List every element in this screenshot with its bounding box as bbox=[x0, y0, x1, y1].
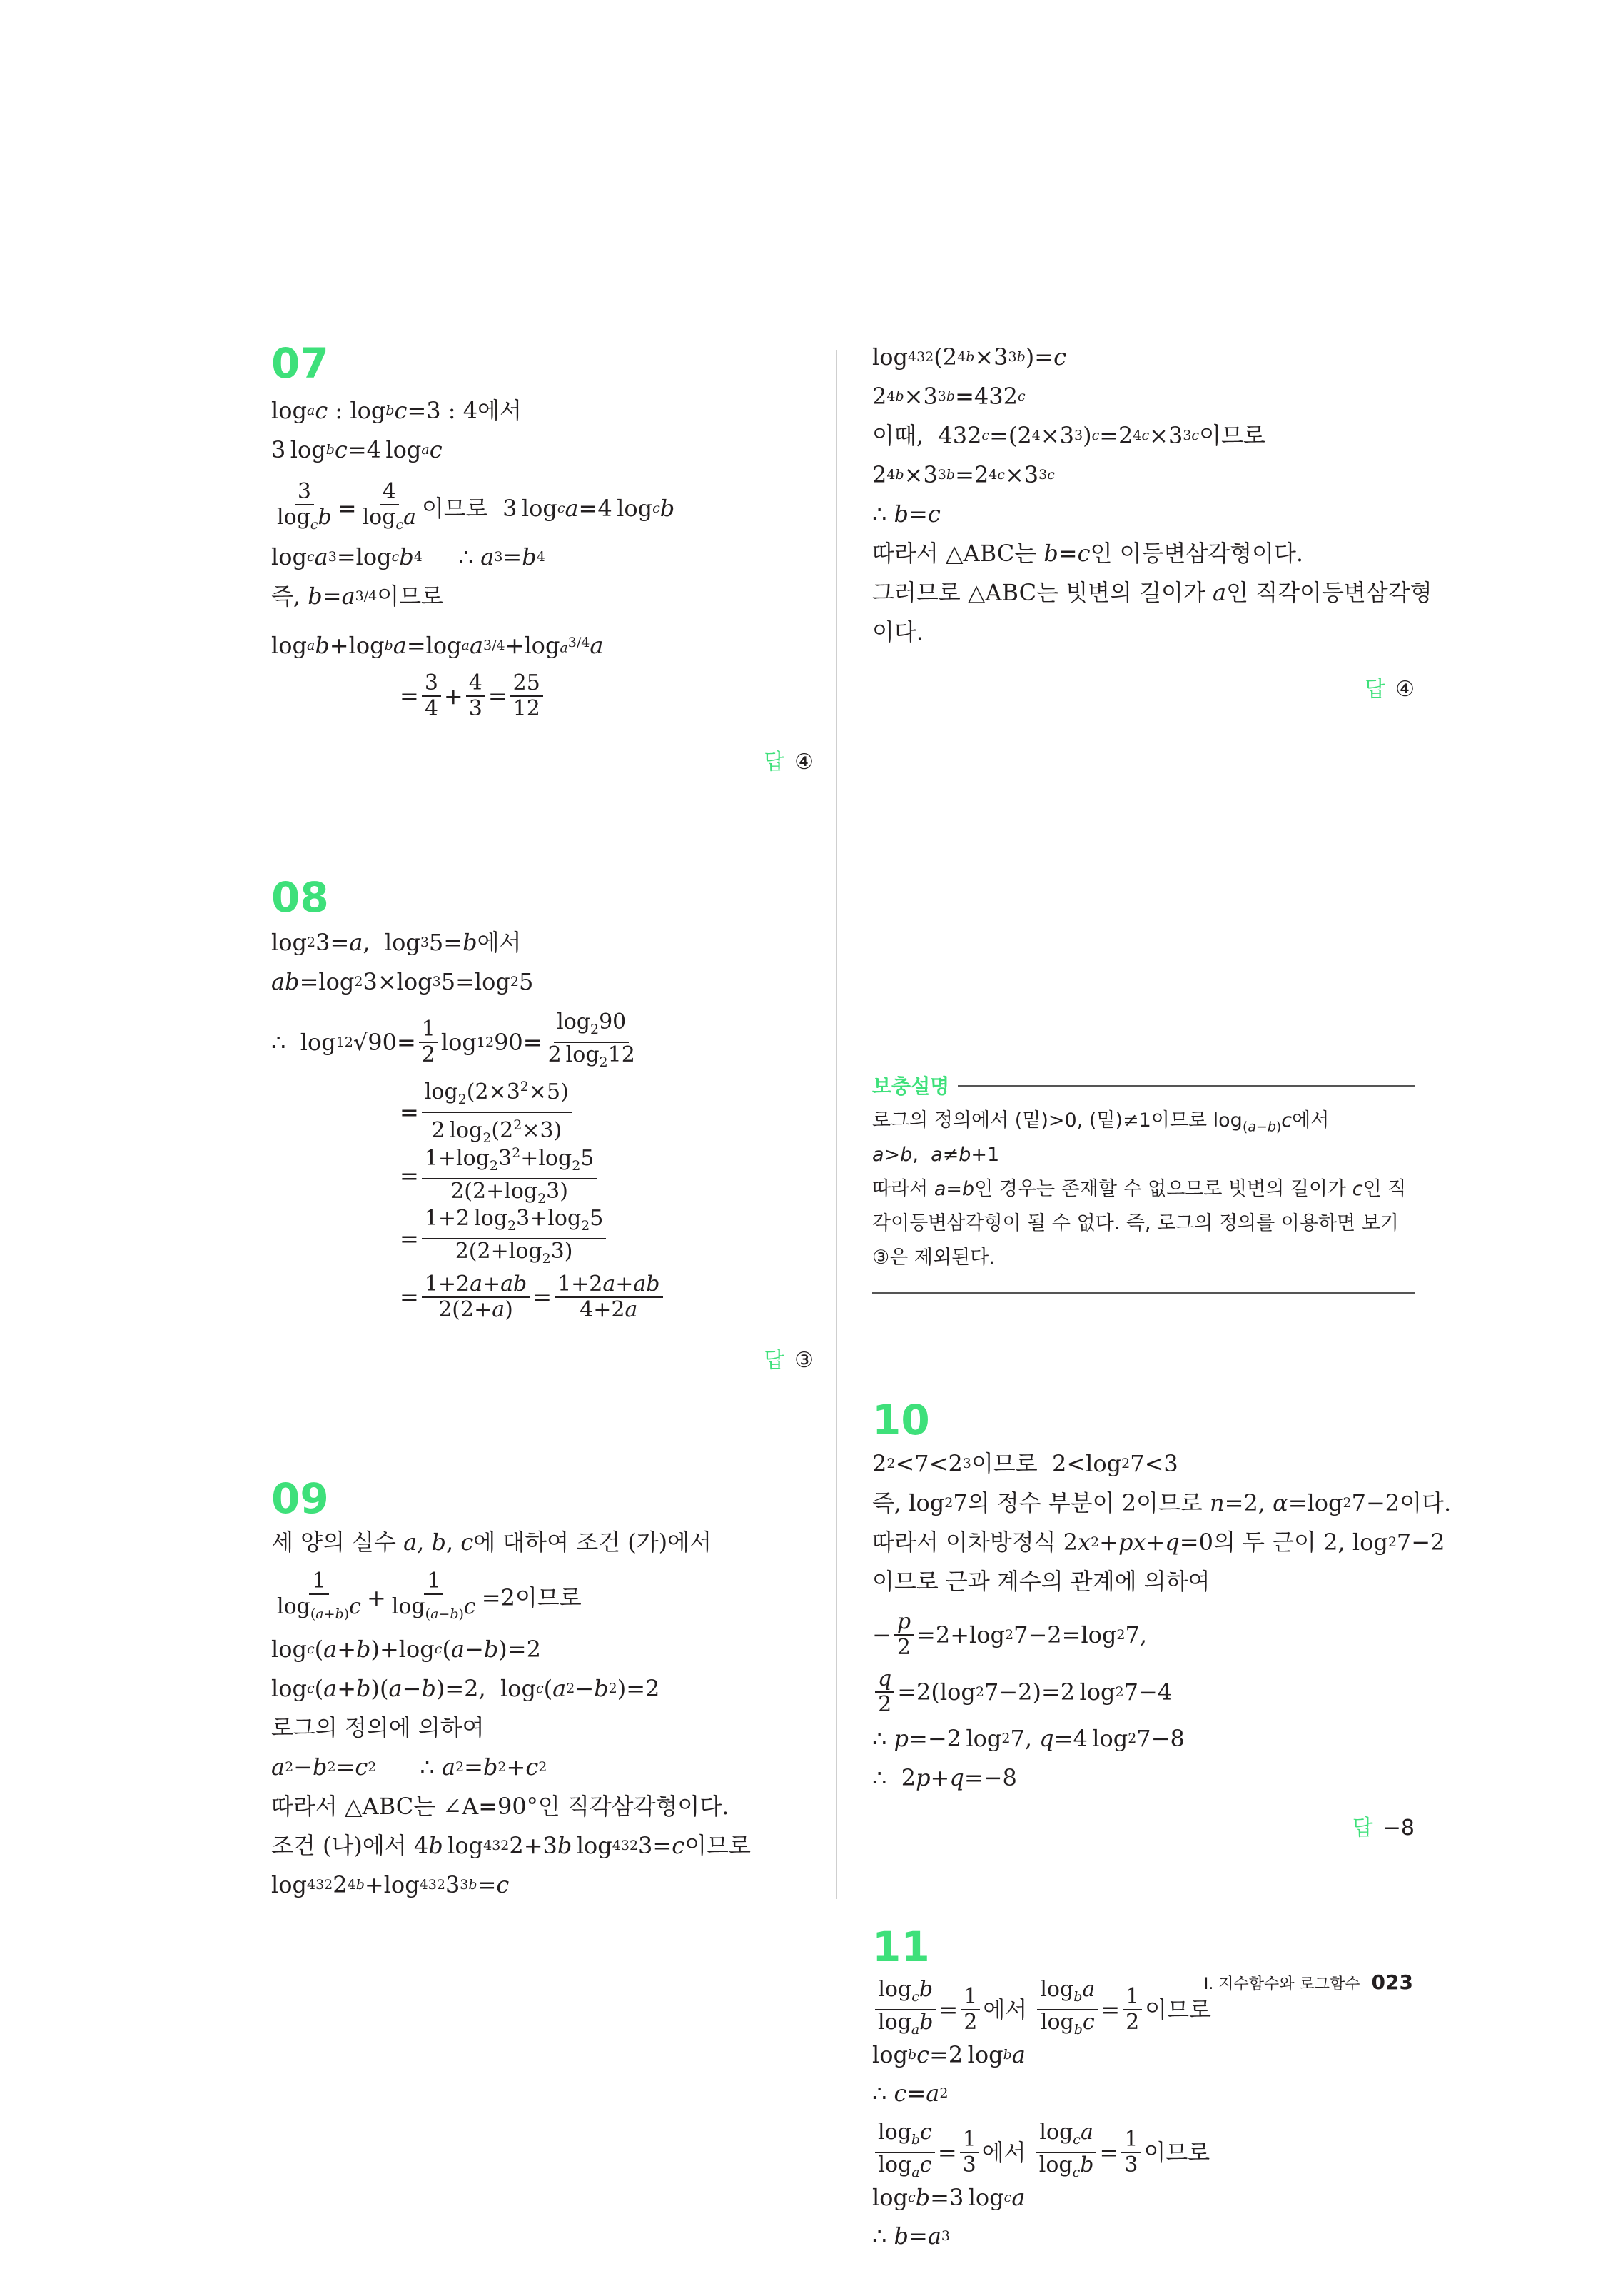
p10-line6: $\frac{q}{2}$ =2(log 2 7−2)=2 log 2 7−4 bbox=[872, 1667, 1172, 1717]
p08-line6: = $\frac{1+2 \log_23+\log_25}{2(2+\log_23)}$ bbox=[400, 1207, 609, 1271]
page-footer bbox=[1204, 1970, 1413, 1994]
p08-line2: ab =log 2 3×log 3 5=log 2 5 bbox=[271, 968, 534, 995]
p09-line4: log c ( a + b )( a − b )=2, log c ( a 2 − b 2 )=2 bbox=[271, 1675, 660, 1702]
p11-line5: log c b =3 log c a bbox=[872, 2184, 1026, 2211]
p11-line4: $\frac{\log_bc}{\log_ac}$ = $\frac{1}{3}$ 에서 $\frac{\log_ca}{\log_cb}$ = $\frac{1}{3}$ 이므로 bbox=[872, 2120, 1210, 2185]
p09c-line3: 이때, 432 c =(2 4 ×3 3 ) c =2 4c ×3 3c 이므로 bbox=[872, 422, 1265, 449]
p09-line5: 로그의 정의에 의하여 bbox=[271, 1714, 485, 1741]
p11-line3: ∴ c = a 2 bbox=[872, 2080, 949, 2107]
p08-line7: = $\frac{1+2a+ab}{2(2+a)}$ = $\frac{1+2a+ab}{4+2a}$ bbox=[400, 1272, 666, 1322]
supplement-rule bbox=[958, 1085, 1415, 1087]
supplement-line2: a>b, a≠b+1 bbox=[872, 1144, 1000, 1166]
p09-line3: log c ( a + b )+log c ( a − b )=2 bbox=[271, 1636, 541, 1663]
p09-line6: a 2 − b 2 = c 2 ∴ a 2 = b 2 + c 2 bbox=[271, 1753, 547, 1781]
footer-section: Ⅰ. 지수함수와 로그함수 bbox=[1203, 1975, 1360, 1993]
problem-number-08: 08 bbox=[271, 873, 329, 922]
p09c-line4: 2 4b ×3 3b =2 4c ×3 3c bbox=[872, 461, 1055, 488]
problem-number-10: 10 bbox=[872, 1396, 930, 1444]
p10-answer: 답 −8 bbox=[1352, 1816, 1415, 1841]
problem-number-11: 11 bbox=[872, 1923, 930, 1971]
p07-line4: log c a 3 =log c b 4 ∴ a 3 = b 4 bbox=[271, 543, 545, 570]
supplement-line1: 로그의 정의에서 (밑)>0, (밑)≠1이므로 $\log_{(a-b)}c$에서 bbox=[872, 1109, 1330, 1135]
p11-line1: $\frac{\log_cb}{\log_ab}$ = $\frac{1}{2}$ 에서 $\frac{\log_ba}{\log_bc}$ = $\frac{1}{2}$ 이므로 bbox=[872, 1978, 1211, 2042]
p08-answer: 답 ③ bbox=[764, 1348, 814, 1373]
p10-line8: ∴ 2 p + q =−8 bbox=[872, 1764, 1017, 1791]
p08-line4: = $\frac{\log_2(2\times 3^2\times 5)}{2 \log_2(2^2\times 3)}$ bbox=[400, 1074, 575, 1150]
supplement-title: 보충설명 bbox=[872, 1071, 961, 1099]
p10-line7: ∴ p =−2 log 2 7, q =4 log 2 7−8 bbox=[872, 1725, 1185, 1752]
p08-line1: log 2 3= a , log 3 5= b 에서 bbox=[271, 929, 522, 956]
column-divider bbox=[836, 350, 837, 1899]
supplement-bottom-rule bbox=[872, 1292, 1415, 1294]
p10-line4: 이므로 근과 계수의 관계에 의하여 bbox=[872, 1568, 1210, 1595]
p09-answer: 답 ④ bbox=[1365, 677, 1415, 702]
supplement-line4: 각이등변삼각형이 될 수 없다. 즉, 로그의 정의를 이용하면 보기 bbox=[872, 1212, 1399, 1234]
p09c-line7: 그러므로 △ABC는 빗변의 길이가 a 인 직각이등변삼각형 bbox=[872, 579, 1432, 606]
p07-answer: 답 ④ bbox=[764, 750, 814, 775]
p09c-line6: 따라서 △ABC는 b = c 인 이등변삼각형이다. bbox=[872, 540, 1304, 567]
footer-page-number: 023 bbox=[1371, 1970, 1413, 1994]
p07-line5: 즉, b = a 3/4 이므로 bbox=[271, 583, 443, 610]
p07-line7: = $\frac{3}{4}$ + $\frac{4}{3}$ = $\frac{25}{12}$ bbox=[400, 671, 546, 721]
p09c-line5: ∴ b = c bbox=[872, 500, 941, 528]
p07-line2: 3 log b c =4 log a c bbox=[271, 436, 443, 463]
p07-line6: log a b +log b a =log a a 3/4 +log $a^{3/4}$ a bbox=[271, 631, 604, 659]
p10-line2: 즉, log 2 7 의 정수 부분이 2이므로 n =2, α =log 2 7−2 이다. bbox=[872, 1489, 1452, 1516]
p09-line1: 세 양의 실수 a , b , c 에 대하여 조건 (가) 에서 bbox=[271, 1529, 712, 1556]
p08-line5: = $\frac{1+\log_23^2+\log_25}{2(2+\log_23)}$ bbox=[400, 1141, 600, 1211]
p10-line3: 따라서 이차방정식 2 x 2 + px + q =0 의 두 근이 2, log 2 7−2 bbox=[872, 1529, 1445, 1556]
p09-line8: 조건 (나) 에서 4 b log 432 2+3 b log 432 3= c 이므로 bbox=[271, 1832, 751, 1859]
problem-number-09: 09 bbox=[271, 1474, 329, 1523]
p11-line2: log b c =2 log b a bbox=[872, 2041, 1026, 2068]
p07-line3: $\frac{3}{\log_cb}$ = $\frac{4}{\log_ca}$ 이므로 3 log c a =4 log c b bbox=[277, 479, 675, 533]
p09c-line2: 2 4b ×3 3b =432 c bbox=[872, 383, 1026, 410]
p09c-line1: log 432 (2 4b ×3 3b )= c bbox=[872, 343, 1067, 371]
p10-line1: 2 2 <7<2 3 이므로 2<log 2 7<3 bbox=[872, 1450, 1178, 1477]
p09c-line8: 이다. bbox=[872, 618, 924, 645]
p08-line3: ∴ log 12 √90= $\frac{1}{2}$ log 12 90= $\frac{\log_290}{2 \log_212}$ bbox=[271, 1009, 635, 1070]
p11-line6: ∴ b = a 3 bbox=[872, 2222, 950, 2250]
supplement-line3: 따라서 a=b인 경우는 존재할 수 없으므로 빗변의 길이가 c인 직 bbox=[872, 1178, 1407, 1200]
problem-number-07: 07 bbox=[271, 339, 329, 388]
p07-line1: log a c : log b c =3 : 4 에서 bbox=[271, 397, 522, 424]
p10-line5: − $\frac{p}{2}$ =2+log 2 7−2=log 2 7, bbox=[872, 1609, 1148, 1660]
p09-line9: log 432 2 4b +log 432 3 3b = c bbox=[271, 1871, 510, 1898]
p09-line7: 따라서 △ABC는 ∠A=90°인 직각삼각형이다. bbox=[271, 1793, 729, 1820]
p09-line2: $\frac{1}{\log_{(a+b)}c}$ + $\frac{1}{\log_{(a-b)}c}$ =2 이므로 bbox=[277, 1569, 582, 1622]
supplement-header bbox=[872, 1071, 1415, 1099]
supplement-line5: ③은 제외된다. bbox=[872, 1247, 995, 1269]
